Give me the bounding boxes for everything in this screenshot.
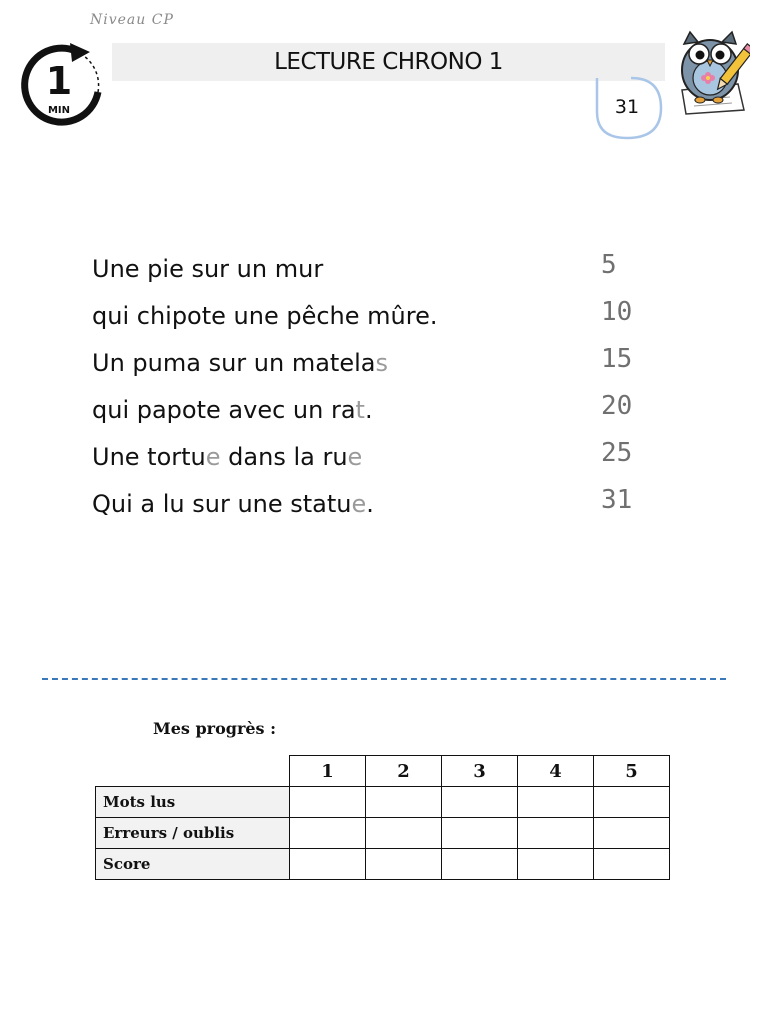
progress-cell [290, 818, 366, 849]
progress-cell [366, 849, 442, 880]
progress-cell [290, 849, 366, 880]
progress-row-score [96, 849, 670, 880]
line-text: qui papote avec un ra [92, 396, 356, 424]
progress-cell [594, 849, 670, 880]
line-text-continued: dans la ru [220, 443, 348, 471]
text-line [92, 387, 652, 434]
silent-letter: s [375, 349, 388, 377]
line-text-end: . [364, 396, 373, 424]
word-count: 31 [614, 96, 640, 118]
text-line [92, 434, 652, 481]
progress-cell [518, 818, 594, 849]
reading-text [92, 246, 652, 528]
silent-letter: e [351, 490, 367, 518]
attempt-header: 1 [290, 756, 366, 787]
text-line [92, 340, 652, 387]
owl-writing-icon [672, 30, 750, 116]
timer-unit: MIN [47, 105, 71, 116]
cumulative-word-count: 25 [601, 438, 633, 468]
progress-cell [366, 818, 442, 849]
row-label: Erreurs / oublis [96, 818, 290, 849]
progress-cell [594, 818, 670, 849]
progress-row-errors [96, 818, 670, 849]
table-corner [96, 756, 290, 787]
row-label: Mots lus [96, 787, 290, 818]
silent-letter: e [347, 443, 363, 471]
progress-cell [366, 787, 442, 818]
progress-cell [518, 787, 594, 818]
progress-cell [442, 787, 518, 818]
progress-cell [290, 787, 366, 818]
timer-number: 1 [45, 59, 73, 103]
silent-letter: e [205, 443, 221, 471]
line-text: Qui a lu sur une statu [92, 490, 352, 518]
cumulative-word-count: 5 [601, 250, 617, 280]
progress-cell [442, 818, 518, 849]
progress-table [95, 755, 670, 880]
row-label: Score [96, 849, 290, 880]
dashed-separator [42, 678, 726, 680]
progress-cell [594, 787, 670, 818]
progress-cell [442, 849, 518, 880]
cumulative-word-count: 15 [601, 344, 633, 374]
line-text: Un puma sur un matela [92, 349, 376, 377]
one-minute-timer-icon [18, 42, 104, 128]
cumulative-word-count: 10 [601, 297, 633, 327]
progress-title: Mes progrès : [153, 719, 277, 738]
text-line [92, 246, 652, 293]
cumulative-word-count: 31 [601, 485, 633, 515]
progress-cell [518, 849, 594, 880]
text-line [92, 481, 652, 528]
line-text-end: . [366, 490, 374, 518]
attempt-header: 2 [366, 756, 442, 787]
silent-letter: t [355, 396, 365, 424]
progress-header-row [96, 756, 670, 787]
line-text: Une tortu [92, 443, 206, 471]
attempt-header: 5 [594, 756, 670, 787]
page-title: LECTURE CHRONO 1 [274, 49, 503, 75]
cumulative-word-count: 20 [601, 391, 633, 421]
text-line [92, 293, 652, 340]
progress-row-words-read [96, 787, 670, 818]
line-text: Une pie sur un mur [92, 255, 324, 283]
attempt-header: 4 [518, 756, 594, 787]
level-label: Niveau CP [90, 12, 174, 28]
line-text: qui chipote une pêche mûre. [92, 302, 438, 330]
attempt-header: 3 [442, 756, 518, 787]
